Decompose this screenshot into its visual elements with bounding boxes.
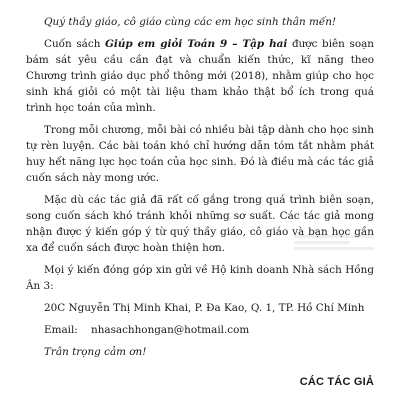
intro-after: được biên soạn bám sát yêu cầu cần đạt và chuẩn kiến thức, kĩ năng theo Chương trình giáo dục phổ thông mới (2018), nhằm giúp cho học sinh khá giỏi có một tài liệu tham khảo thật bổ ích trong quá trình học toán của mình. bbox=[26, 38, 374, 114]
paragraph-2: Trong mỗi chương, mỗi bài có nhiều bài tập dành cho học sinh tự rèn luyện. Các bài toán khó chỉ hướng dẫn tóm tắt nhằm phát huy hết năng lực học toán của học sinh. Đó là điều mà các tác giả cuốn sách này mong ước. bbox=[26, 124, 374, 184]
contact-intro: Mọi ý kiến đóng góp xin gửi về Hộ kinh doanh Nhà sách Hồng Ân 3: bbox=[26, 264, 374, 292]
paragraph-3: Mặc dù các tác giả đã rất cố gắng trong quá trình biên soạn, song cuốn sách khó tránh khỏi những sơ suất. Các tác giả mong nhận được ý kiến góp ý từ quý thầy giáo, cô giáo và bạn học gần xa để cuốn sách được hoàn thiện hơn. bbox=[26, 194, 374, 254]
address: 20C Nguyễn Thị Minh Khai, P. Đa Kao, Q. 1, TP. Hồ Chí Minh bbox=[44, 302, 365, 314]
signature: CÁC TÁC GIẢ bbox=[299, 376, 374, 388]
email-address: nhasachhongan@hotmail.com bbox=[91, 324, 250, 336]
show-through-text bbox=[294, 232, 374, 262]
intro-before: Cuốn sách bbox=[44, 38, 106, 50]
email-label: Email: bbox=[44, 324, 78, 336]
email-line bbox=[26, 322, 374, 338]
intro-paragraph bbox=[26, 36, 374, 116]
thanks: Trân trọng cảm ơn! bbox=[44, 346, 147, 358]
book-title: Giúp em giỏi Toán 9 – Tập hai bbox=[105, 38, 288, 50]
greeting: Quý thầy giáo, cô giáo cùng các em học sinh thân mến! bbox=[44, 16, 337, 28]
